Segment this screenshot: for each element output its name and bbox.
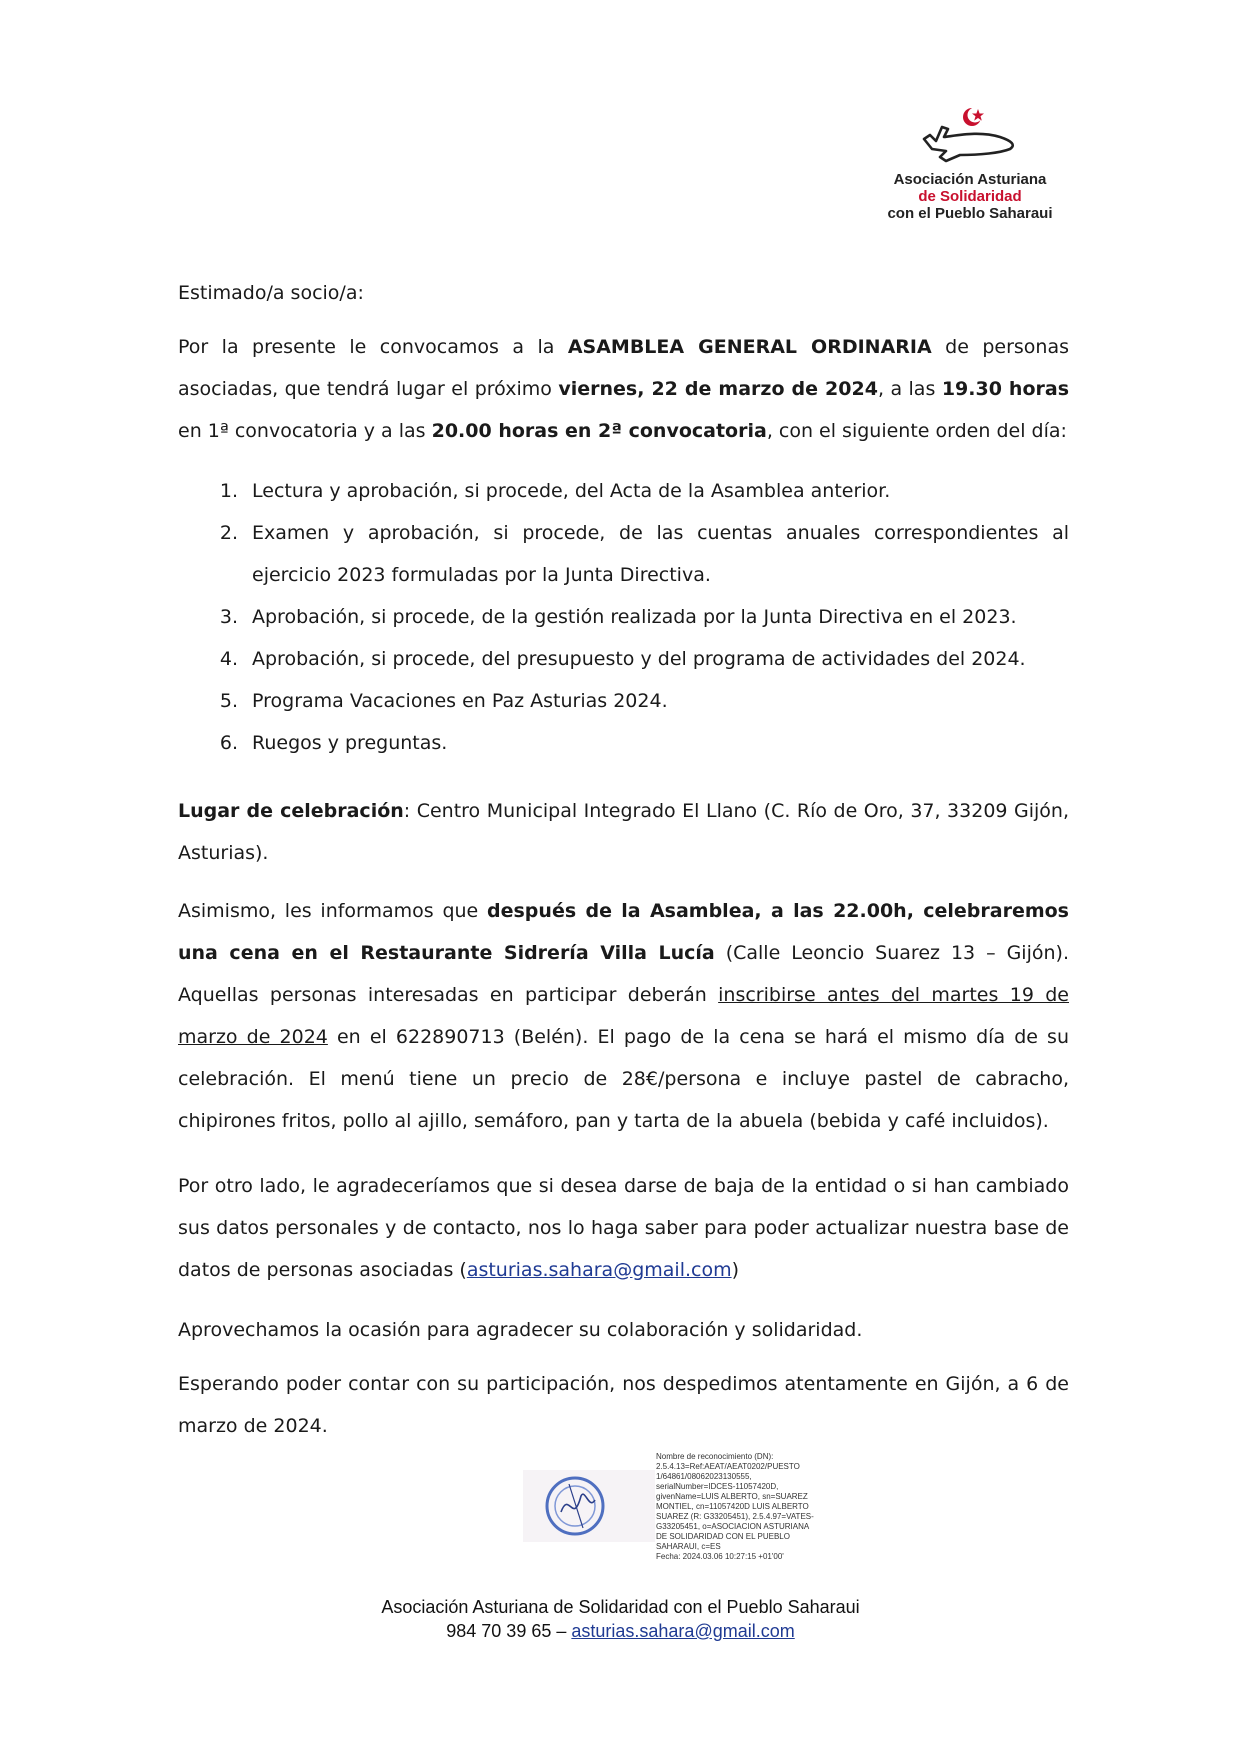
first-call-time: 19.30 horas <box>941 378 1070 400</box>
closing-text: Esperando poder contar con su participación, nos despedimos atentamente en Gijón, a 6 de marzo de 2024. <box>178 1373 1069 1437</box>
signature-line: DE SOLIDARIDAD CON EL PUEBLO <box>656 1532 790 1541</box>
venue-label: Lugar de celebración <box>178 800 404 822</box>
signature-line: Nombre de reconocimiento (DN): <box>656 1452 774 1461</box>
venue-paragraph <box>178 790 1069 874</box>
signature-line: 1/64861/08062023130555, <box>656 1472 752 1481</box>
agenda-list <box>178 470 1069 764</box>
assembly-date: viernes, 22 de marzo de 2024 <box>558 378 878 400</box>
footer-contact <box>0 1619 1241 1643</box>
item-number: 6. <box>219 732 238 754</box>
item-number: 2. <box>219 522 238 544</box>
item-text: Ruegos y preguntas. <box>252 732 448 754</box>
thanks-paragraph <box>178 1309 1069 1351</box>
second-call-time: 20.00 horas en 2ª convocatoria <box>431 420 767 442</box>
signature-line: Fecha: 2024.03.06 10:27:15 +01'00' <box>656 1552 784 1561</box>
text: (Calle Leoncio Suarez 13 – Gijón). Aquellas personas interesadas en participar deberán <box>178 942 1069 1006</box>
signature-line: G33205451, o=ASOCIACION ASTURIANA <box>656 1522 810 1531</box>
list-item <box>178 596 1069 638</box>
item-text: Aprobación, si procede, de la gestión realizada por la Junta Directiva en el 2023. <box>252 606 1017 628</box>
text: Por otro lado, le agradeceríamos que si desea darse de baja de la entidad o si han cambiado sus datos personales y de contacto, nos lo haga saber para poder actualizar nuestra base de datos de personas asociadas ( <box>178 1175 1069 1281</box>
data-update-paragraph <box>178 1165 1069 1291</box>
list-item <box>178 638 1069 680</box>
stamp-seal-icon <box>523 1470 655 1542</box>
text: Asimismo, les informamos que <box>178 900 488 922</box>
list-item <box>178 722 1069 764</box>
greeting: Estimado/a socio/a: <box>178 282 364 304</box>
assembly-name: ASAMBLEA GENERAL ORDINARIA <box>567 336 932 358</box>
text: Por la presente le convocamos a la <box>178 336 568 358</box>
text: en el 622890713 (Belén). El pago de la cena se hará el mismo día de su celebración. El menú tiene un precio de 28€/persona e incluye pastel de cabracho, chipirones fritos, pollo al ajillo, semáforo, pan y tarta de la abuela (bebida y café incluidos). <box>178 1026 1069 1132</box>
signature-line: SUAREZ (R: G33205451), 2.5.4.97=VATES- <box>656 1512 814 1521</box>
logo-line-2: de Solidaridad <box>918 188 1022 205</box>
registration-deadline: inscribirse antes del martes 19 de marzo de 2024 <box>178 984 1069 1048</box>
text: , con el siguiente orden del día: <box>766 420 1067 442</box>
signature-line: givenName=LUIS ALBERTO, sn=SUAREZ <box>656 1492 808 1501</box>
signature-line: serialNumber=IDCES-11057420D, <box>656 1482 779 1491</box>
text: ) <box>731 1259 740 1281</box>
logo-line-1: Asociación Asturiana <box>893 171 1047 188</box>
list-item <box>178 470 1069 512</box>
signature-line: MONTIEL, cn=11057420D LUIS ALBERTO <box>656 1502 809 1511</box>
item-number: 5. <box>219 690 238 712</box>
footer-phone: 984 70 39 65 – <box>446 1621 572 1641</box>
email-link[interactable]: asturias.sahara@gmail.com <box>466 1259 732 1281</box>
text: de personas asociadas, que tendrá lugar el próximo <box>178 336 1070 400</box>
closing-paragraph <box>178 1363 1069 1447</box>
dinner-highlight: después de la Asamblea, a las 22.00h, celebraremos una cena en el Restaurante Sidrería Villa Lucía <box>178 900 1069 964</box>
signature-line: 2.5.4.13=Ref:AEAT/AEAT0202/PUESTO <box>656 1462 800 1471</box>
item-text: Programa Vacaciones en Paz Asturias 2024. <box>252 690 668 712</box>
item-number: 1. <box>219 480 238 502</box>
hand-star-crescent-icon <box>920 105 1020 167</box>
item-number: 3. <box>219 606 238 628</box>
thanks-text: Aprovechamos la ocasión para agradecer su colaboración y solidaridad. <box>178 1319 863 1341</box>
footer-email-link[interactable]: asturias.sahara@gmail.com <box>571 1621 795 1641</box>
digital-signature-details <box>656 1452 818 1562</box>
venue-text: : Centro Municipal Integrado El Llano (C. Río de Oro, 37, 33209 Gijón, Asturias). <box>178 800 1069 864</box>
list-item <box>178 512 1069 596</box>
text: en 1ª convocatoria y a las <box>178 420 432 442</box>
text: , a las <box>877 378 942 400</box>
item-text: Examen y aprobación, si procede, de las cuentas anuales correspondientes al ejercicio 2023 formuladas por la Junta Directiva. <box>252 522 1069 586</box>
signature-line: SAHARAUI, c=ES <box>656 1542 721 1551</box>
item-text: Lectura y aprobación, si procede, del Acta de la Asamblea anterior. <box>252 480 891 502</box>
footer-organization: Asociación Asturiana de Solidaridad con el Pueblo Saharaui <box>381 1597 860 1617</box>
item-text: Aprobación, si procede, del presupuesto y del programa de actividades del 2024. <box>252 648 1026 670</box>
item-number: 4. <box>219 648 238 670</box>
list-item <box>178 680 1069 722</box>
logo-line-3: con el Pueblo Saharaui <box>887 205 1053 222</box>
convocation-paragraph <box>178 326 1069 452</box>
dinner-paragraph <box>178 890 1069 1142</box>
